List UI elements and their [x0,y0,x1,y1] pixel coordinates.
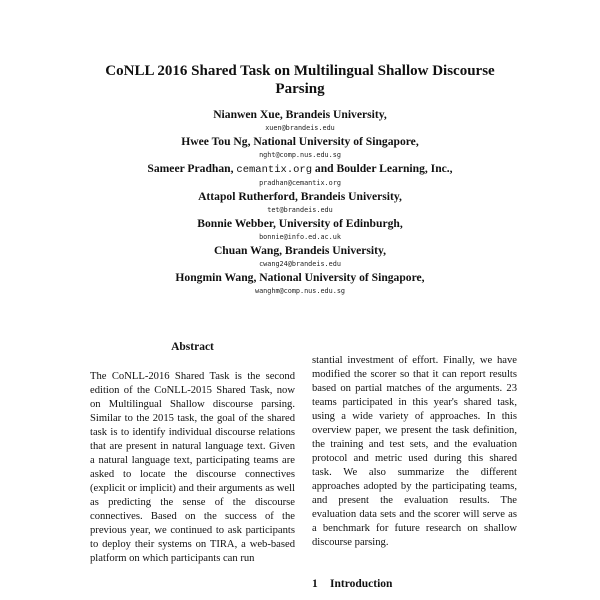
author-entry [70,135,530,162]
author-entry [70,162,530,190]
paper-title-line-1: CoNLL 2016 Shared Task on Multilingual Shallow Discourse [105,63,495,79]
author-list [70,108,530,298]
paper-title-line-2: Parsing [275,81,325,97]
author-email[interactable]: tet@brandeis.edu [267,206,333,214]
author-name-prefix: Sameer Pradhan, [147,162,237,175]
section-title: Introduction [330,578,393,590]
author-entry [70,271,530,298]
author-name: Chuan Wang, Brandeis University, [213,244,387,257]
author-email[interactable]: xuen@brandeis.edu [265,124,335,132]
abstract-text-right: stantial investment of effort. Finally, we have modified the scorer so that it can report results based on partial matches of the arguments. 23 teams participated in this year's shared task, using a wide variety of approaches. In this overview paper, we present the task definition, the training and test sets, and the evaluation protocol and metric used during this shared task. We also summarize the different approaches adopted by the participating teams, and present the evaluation results. The evaluation data sets and the scorer will serve as a benchmark for future research on shallow discourse parsing. [312,355,517,548]
author-email[interactable]: wanghm@comp.nus.edu.sg [254,287,346,295]
paper-title [60,62,540,98]
abstract-column-right [312,354,517,550]
author-name [70,162,530,177]
author-email[interactable]: pradhan@cemantix.org [259,179,341,187]
abstract-column-left [90,340,295,566]
author-name: Nianwen Xue, Brandeis University, [213,108,387,121]
author-name: Attapol Rutherford, Brandeis University, [198,190,402,203]
author-email[interactable]: cwang24@brandeis.edu [259,260,341,268]
author-affiliation-url: cemantix.org [236,164,313,176]
author-name-suffix: and Boulder Learning, Inc., [312,162,453,175]
author-entry [70,190,530,217]
abstract-heading: Abstract [171,341,214,353]
author-entry [70,244,530,271]
section-heading-introduction [312,577,392,591]
abstract-text-left: The CoNLL-2016 Shared Task is the second edition of the CoNLL-2015 Shared Task, now on Multilingual Shallow discourse parsing. Similar to the 2015 task, the goal of the shared task is to identify individual discourse relations that are present in natural language text. Given a natural language text, participating teams are asked to locate the discourse connectives (explicit or implicit) and their arguments as well as predicting the sense of the discourse connectives. Based on the success of the previous year, we continued to ask participants to deploy their systems on TIRA, a web-based platform on which participants can run [90,371,295,564]
author-name: Hwee Tou Ng, National University of Singapore, [181,135,419,148]
section-number: 1 [312,578,318,590]
author-email[interactable]: bonnie@info.ed.ac.uk [259,233,341,241]
author-name: Hongmin Wang, National University of Singapore, [175,271,425,284]
author-entry [70,108,530,135]
author-entry [70,217,530,244]
author-name: Bonnie Webber, University of Edinburgh, [197,217,403,230]
author-email[interactable]: nght@comp.nus.edu.sg [259,151,341,159]
